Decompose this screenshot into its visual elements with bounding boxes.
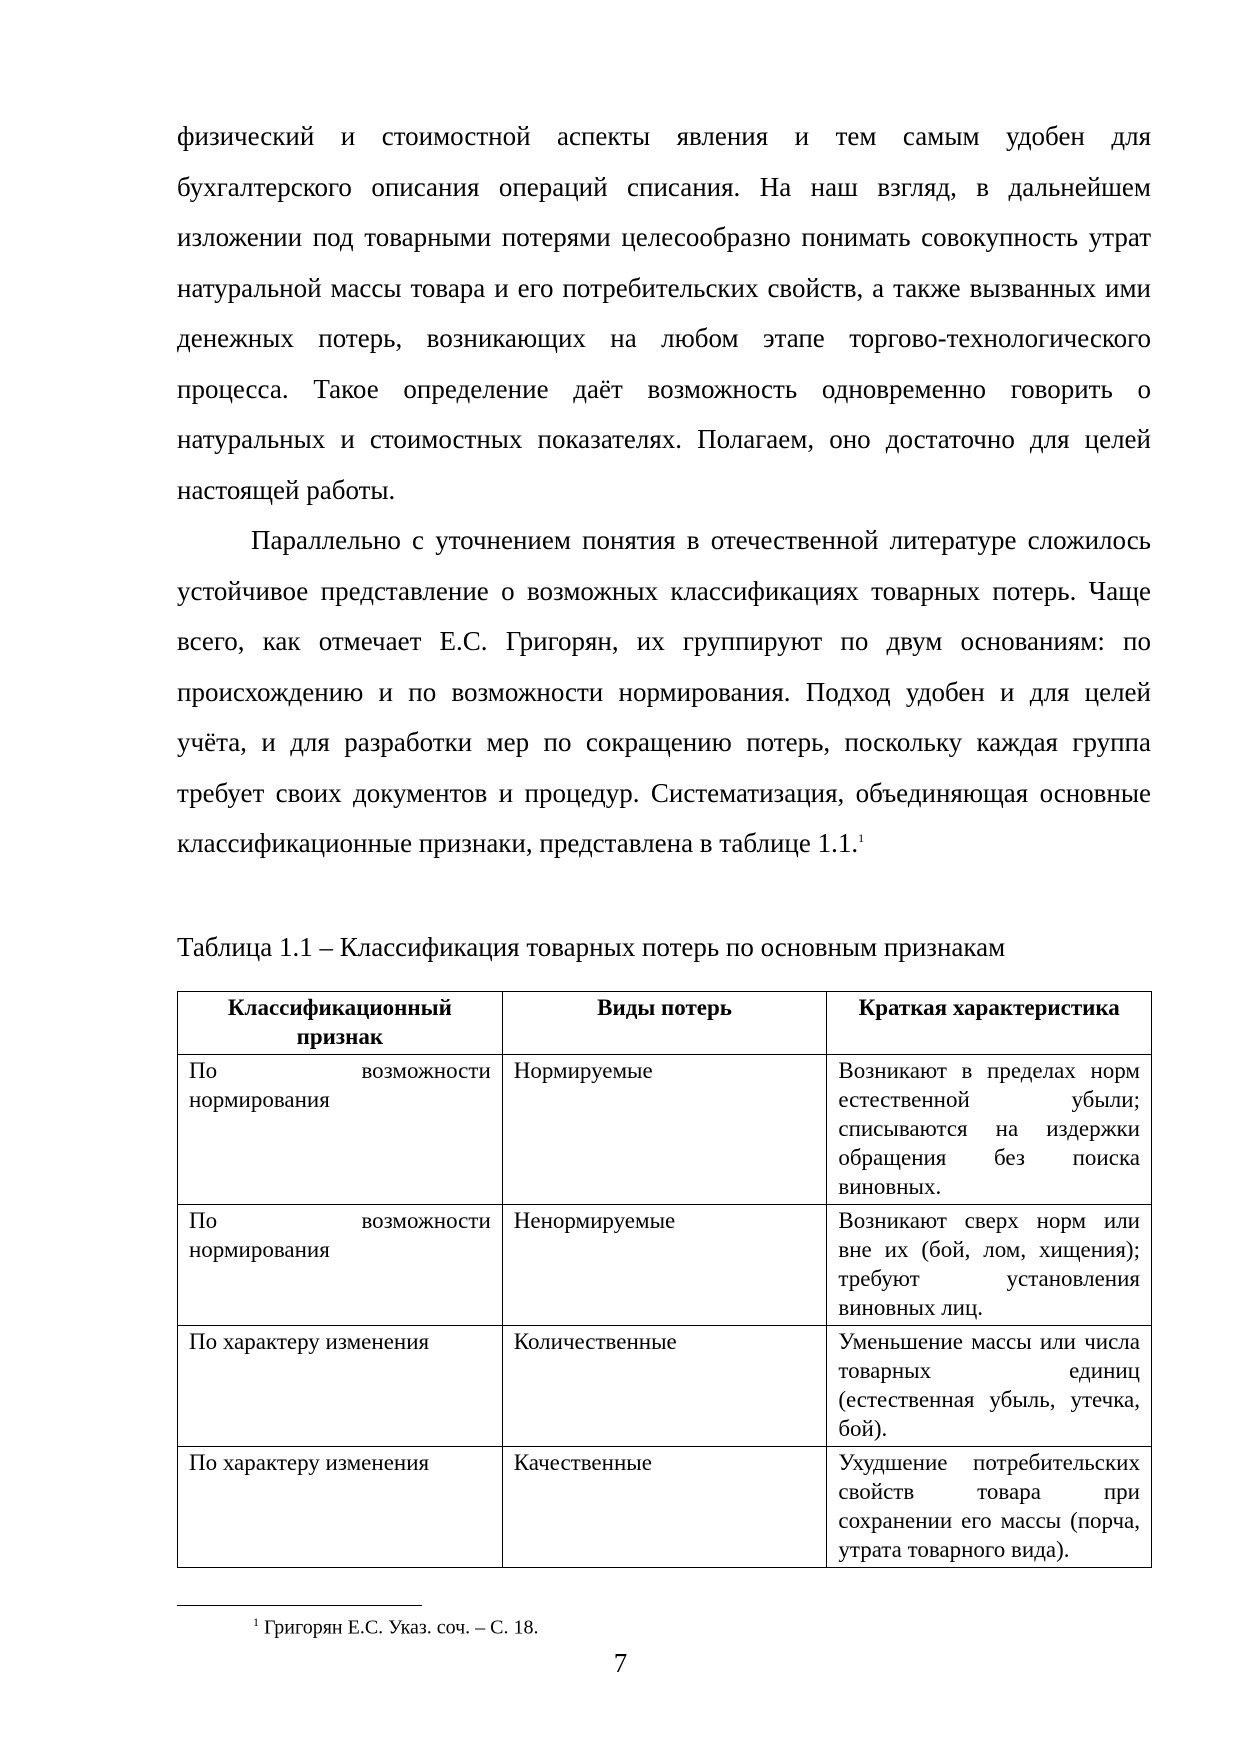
footnote-number: 1 (253, 1615, 259, 1629)
footnote (253, 1609, 539, 1641)
footnote-reference: 1 (858, 831, 865, 845)
table-cell-description: Ухудшение потребительских свойств товара при сохранении его массы (порча, утрата товарного вида). (827, 1447, 1152, 1568)
table-cell-attribute: По характеру изменения (178, 1447, 503, 1568)
table-caption: Таблица 1.1 – Классификация товарных потерь по основным признакам (177, 932, 1006, 962)
paragraph-2 (177, 515, 1151, 869)
table-cell-attribute: По возможности нормирования (178, 1205, 503, 1326)
table-cell-loss-type: Качественные (502, 1447, 827, 1568)
table-row (178, 1326, 1152, 1447)
table-row (178, 1447, 1152, 1568)
footnote-separator (177, 1605, 422, 1606)
table-row (178, 1205, 1152, 1326)
classification-table (177, 991, 1152, 1568)
header-loss-types: Виды потерь (502, 992, 827, 1055)
header-classification-attribute: Классификационный признак (178, 992, 503, 1055)
table-header-row (178, 992, 1152, 1055)
paragraph-2-text: Параллельно с уточнением понятия в отечественной литературе сложилось устойчивое представление о возможных классификациях товарных потерь. Чаще всего, как отмечает Е.С. Григорян, их группируют по двум основаниям: по происхождению и по возможности нормирования. Подход удобен и для целей учёта, и для разработки мер по сокращению потерь, поскольку каждая группа требует своих документов и процедур. Систематизация, объединяющая основные классификационные признаки, представлена в таблице 1.1. (177, 525, 1151, 858)
table-cell-loss-type: Ненормируемые (502, 1205, 827, 1326)
table-cell-attribute: По характеру изменения (178, 1326, 503, 1447)
table-cell-attribute: По возможности нормирования (178, 1055, 503, 1205)
table-cell-description: Возникают в пределах норм естественной убыли; списываются на издержки обращения без поиска виновных. (827, 1055, 1152, 1205)
header-short-description: Краткая характеристика (827, 992, 1152, 1055)
paragraph-1: физический и стоимостной аспекты явления и тем самым удобен для бухгалтерского описания операций списания. На наш взгляд, в дальнейшем изложении под товарными потерями целесообразно понимать совокупность утрат натуральной массы товара и его потребительских свойств, а также вызванных ими денежных потерь, возникающих на любом этапе торгово-технологического процесса. Такое определение даёт возможность одновременно говорить о натуральных и стоимостных показателях. Полагаем, оно достаточно для целей настоящей работы. (177, 121, 1151, 505)
table-cell-description: Уменьшение массы или числа товарных единиц (естественная убыль, утечка, бой). (827, 1326, 1152, 1447)
table-cell-loss-type: Нормируемые (502, 1055, 827, 1205)
table-row (178, 1055, 1152, 1205)
table-cell-description: Возникают сверх норм или вне их (бой, лом, хищения); требуют установления виновных лиц. (827, 1205, 1152, 1326)
page-number: 7 (613, 1648, 628, 1678)
table-cell-loss-type: Количественные (502, 1326, 827, 1447)
footnote-text: Григорян Е.С. Указ. соч. – С. 18. (264, 1616, 539, 1639)
